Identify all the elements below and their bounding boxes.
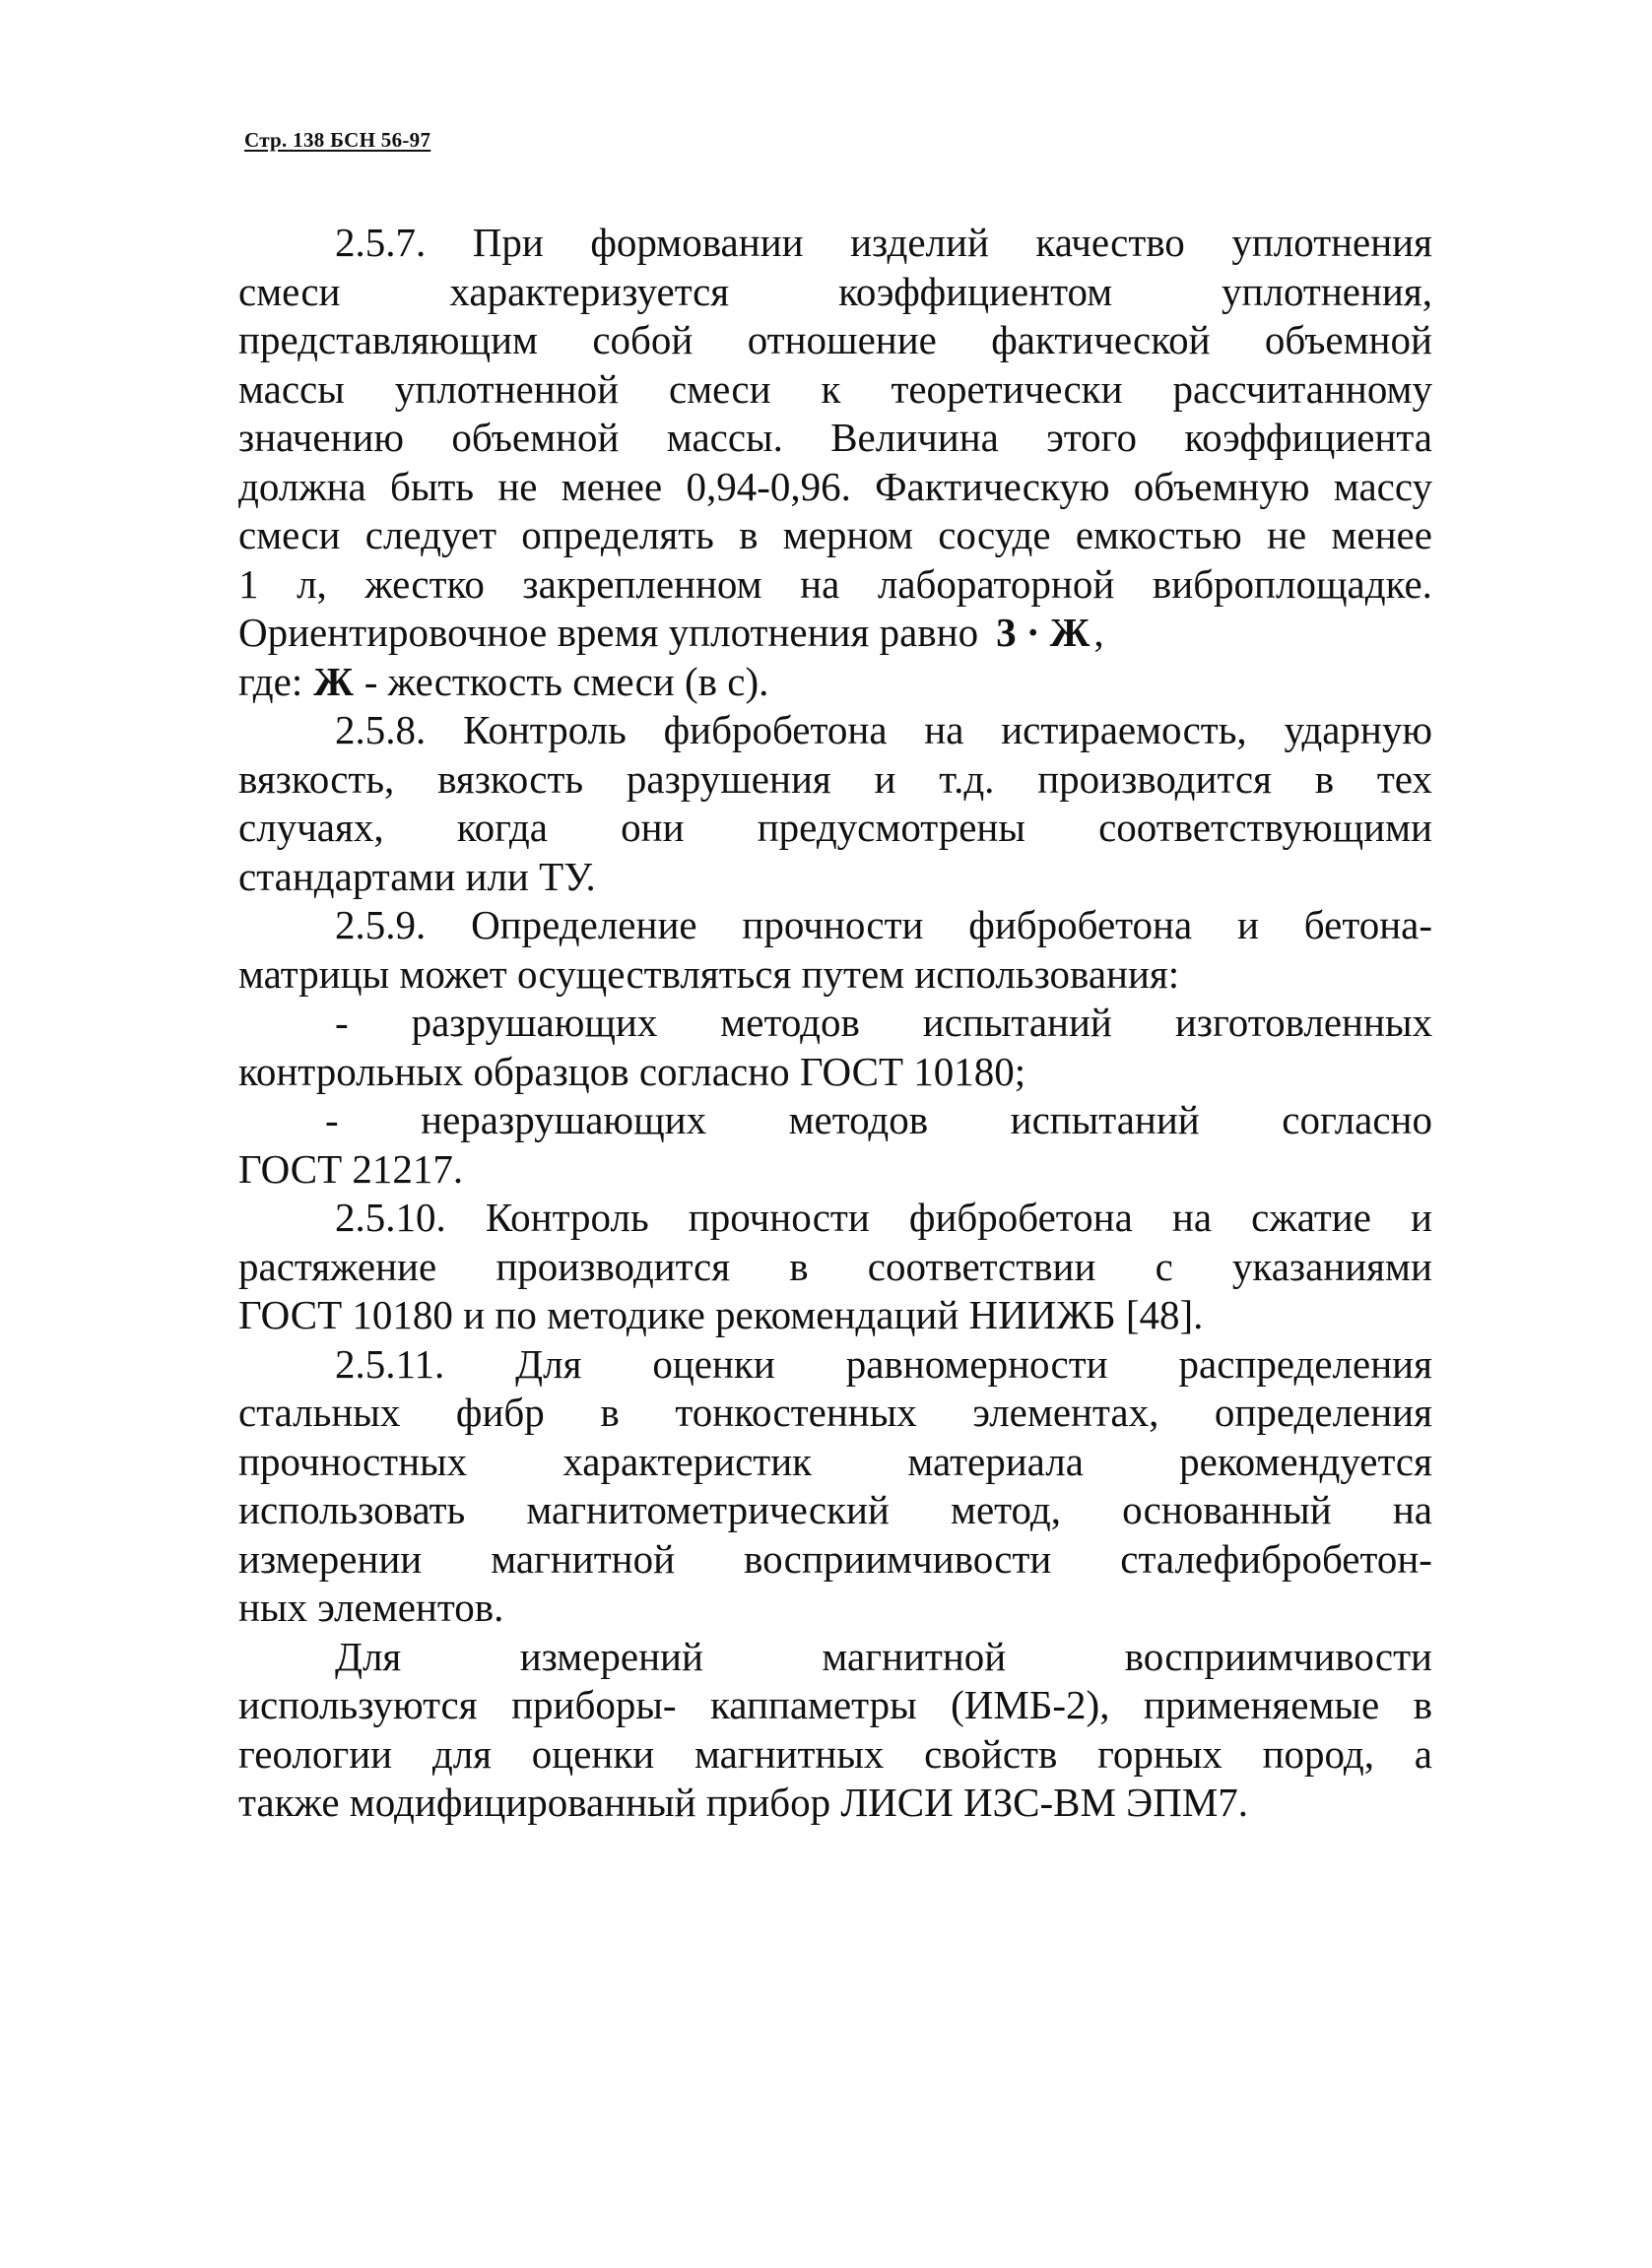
word: смеси xyxy=(238,268,341,314)
word: смеси xyxy=(669,365,771,412)
word: изготовленных xyxy=(1174,1000,1432,1045)
list-item-nondestructive-methods xyxy=(238,1096,1432,1194)
word: равномерности xyxy=(845,1340,1108,1387)
sentence: ГОСТ 10180 и по методике рекомендаций НИИЖБ [48]. xyxy=(238,1292,1204,1337)
word: разрушения xyxy=(626,755,831,802)
word: рекомендуется xyxy=(1179,1438,1432,1484)
word: стальных xyxy=(238,1390,401,1435)
word: основанный xyxy=(1122,1487,1332,1532)
word: методов xyxy=(720,1000,860,1045)
word: производится xyxy=(496,1243,731,1289)
text-line xyxy=(238,1096,1432,1145)
word: используются xyxy=(238,1682,478,1727)
text-line xyxy=(238,1535,1432,1585)
word: и xyxy=(874,755,896,802)
word: - xyxy=(325,1097,339,1142)
word: в xyxy=(1314,755,1335,802)
word: метод, xyxy=(951,1487,1061,1532)
text-line xyxy=(238,219,1432,268)
word: испытаний xyxy=(1010,1097,1200,1142)
word: закрепленном xyxy=(522,560,762,607)
word: определения xyxy=(1214,1390,1432,1435)
word: мерном xyxy=(782,512,913,557)
word: в xyxy=(739,512,759,557)
word: материала xyxy=(907,1438,1084,1484)
text-line xyxy=(238,365,1432,415)
word: 2.5.8. xyxy=(335,707,427,752)
word: Для xyxy=(335,1633,402,1679)
word: восприимчивости xyxy=(1124,1633,1432,1679)
word: растяжение xyxy=(238,1243,437,1289)
word: отношение xyxy=(747,317,937,362)
word: производится xyxy=(1037,755,1272,802)
word: измерении xyxy=(238,1535,423,1582)
paragraph-instruments xyxy=(238,1633,1432,1828)
word: разрушающих xyxy=(411,1000,658,1045)
text-line xyxy=(238,1779,1432,1828)
spacer xyxy=(302,658,313,707)
word: Контроль xyxy=(463,707,627,752)
word: л, xyxy=(297,560,327,607)
text-line xyxy=(238,268,1432,317)
word: указаниями xyxy=(1231,1243,1432,1289)
word: фибробетона xyxy=(908,1195,1133,1240)
text-line xyxy=(238,463,1432,512)
paragraph-2-5-11 xyxy=(238,1340,1432,1633)
word: коэффициента xyxy=(1184,415,1432,460)
text-line xyxy=(238,1730,1432,1780)
word: они xyxy=(621,805,685,850)
word: согласно xyxy=(1282,1097,1432,1142)
word: следует xyxy=(364,512,497,557)
word: - xyxy=(335,1000,349,1045)
text-line xyxy=(238,1145,1432,1195)
word: случаях, xyxy=(238,805,384,850)
word: бетона- xyxy=(1303,902,1432,947)
word: лабораторной xyxy=(877,560,1115,607)
word: уплотнения, xyxy=(1222,268,1432,314)
text-line xyxy=(238,609,1432,658)
word: сосуде xyxy=(938,512,1051,557)
word: характеристик xyxy=(562,1438,813,1484)
word: геологии xyxy=(238,1730,393,1777)
sentence: ных элементов. xyxy=(238,1585,504,1630)
word: на xyxy=(1171,1195,1213,1240)
word: Определение xyxy=(471,902,697,947)
word: магнитных xyxy=(694,1730,885,1777)
word: ударную xyxy=(1284,707,1432,752)
word: к xyxy=(821,365,841,412)
word: сжатие xyxy=(1251,1195,1371,1240)
word: в xyxy=(600,1390,620,1435)
word: когда xyxy=(456,805,548,850)
word: магнитной xyxy=(822,1633,1007,1679)
word: Для xyxy=(515,1340,582,1387)
word: распределения xyxy=(1178,1340,1432,1387)
text-line xyxy=(238,853,1432,902)
word: объемной xyxy=(451,415,620,460)
sentence: - жесткость смеси (в с). xyxy=(363,658,769,704)
word: смеси xyxy=(238,512,341,557)
word: прочности xyxy=(688,1195,870,1240)
word: на xyxy=(800,560,840,607)
word: магнитной xyxy=(491,1535,676,1582)
sentence: ГОСТ 21217. xyxy=(238,1145,464,1192)
paragraph-2-5-9 xyxy=(238,901,1432,999)
word: использовать xyxy=(238,1487,466,1532)
text-line xyxy=(238,804,1432,853)
spacer xyxy=(978,609,996,658)
word: оценки xyxy=(531,1730,655,1777)
word: объемную xyxy=(1133,463,1310,509)
document-body xyxy=(238,219,1432,1828)
word: с xyxy=(1155,1243,1173,1289)
text-line xyxy=(238,1438,1432,1487)
word: магнитометрический xyxy=(526,1487,890,1532)
word: а xyxy=(1414,1730,1432,1777)
word: применяемые xyxy=(1143,1682,1380,1727)
word: определять xyxy=(521,512,714,557)
word: Величина xyxy=(830,415,999,460)
text-line xyxy=(238,414,1432,463)
text-line xyxy=(238,560,1432,610)
word: горных xyxy=(1097,1730,1222,1777)
word: предусмотрены xyxy=(757,805,1025,850)
text-line xyxy=(238,1389,1432,1438)
word: объемной xyxy=(1264,317,1432,362)
word: характеризуется xyxy=(449,268,730,314)
word: 2.5.11. xyxy=(335,1340,445,1387)
word: и xyxy=(1237,902,1259,947)
text-line xyxy=(238,1633,1432,1682)
word: вязкость xyxy=(437,755,584,802)
text-line xyxy=(238,901,1432,950)
word: емкостью xyxy=(1075,512,1242,557)
text-line xyxy=(238,1243,1432,1292)
word: на xyxy=(1392,1487,1432,1532)
word: менее xyxy=(561,463,663,509)
word: соответствующими xyxy=(1098,805,1432,850)
text-line xyxy=(238,1194,1432,1243)
text-line xyxy=(238,1340,1432,1390)
text-line xyxy=(238,999,1432,1048)
word: и xyxy=(1411,1195,1432,1240)
word: фактической xyxy=(991,317,1211,362)
word: уплотненной xyxy=(394,365,620,412)
symbol-zh: Ж xyxy=(313,658,354,704)
word: испытаний xyxy=(922,1000,1112,1045)
text-line xyxy=(238,316,1432,365)
word: массы xyxy=(238,365,345,412)
word: массы. xyxy=(666,415,783,460)
word: тонкостенных xyxy=(675,1390,917,1435)
punctuation: , xyxy=(1093,610,1104,655)
word: фибробетона xyxy=(663,707,888,752)
word: 2.5.9. xyxy=(335,902,427,947)
text-line xyxy=(238,706,1432,755)
word: фибробетона xyxy=(968,902,1193,947)
word: рассчитанному xyxy=(1172,365,1432,412)
word: 1 xyxy=(238,560,259,607)
text-line xyxy=(238,1584,1432,1633)
word: где: xyxy=(238,658,303,704)
word: должна xyxy=(238,463,366,509)
spacer xyxy=(354,658,364,707)
word: 0,94-0,96. xyxy=(686,463,851,509)
word: этого xyxy=(1046,415,1137,460)
word: сталефибробетон- xyxy=(1120,1535,1432,1582)
word: методов xyxy=(788,1097,929,1142)
word: каппаметры xyxy=(710,1682,917,1727)
word: 2.5.7. xyxy=(335,220,427,265)
sentence: матрицы может осуществляться путем использования: xyxy=(238,950,1180,997)
word: массу xyxy=(1333,463,1432,509)
word: для xyxy=(431,1730,493,1777)
word: пород, xyxy=(1262,1730,1374,1777)
word: формовании xyxy=(590,220,804,265)
word: Контроль xyxy=(485,1195,649,1240)
word: в xyxy=(1413,1682,1432,1727)
text-line xyxy=(238,1291,1432,1340)
text-line xyxy=(238,755,1432,805)
word: на xyxy=(924,707,964,752)
word: восприимчивости xyxy=(744,1535,1052,1582)
word: соответствии xyxy=(867,1243,1096,1289)
paragraph-2-5-8 xyxy=(238,706,1432,901)
word: виброплощадке. xyxy=(1152,560,1432,607)
word: 2.5.10. xyxy=(335,1195,446,1240)
word: Фактическую xyxy=(875,463,1110,509)
word: При xyxy=(472,220,544,265)
word: вязкость, xyxy=(238,755,395,802)
page-header: Стр. 138 БСН 56-97 xyxy=(244,128,431,152)
word: прочности xyxy=(742,902,924,947)
sentence: также модифицированный прибор ЛИСИ ИЗС-ВМ ЭПМ7. xyxy=(238,1780,1249,1825)
word: значению xyxy=(238,415,405,460)
sentence: стандартами или ТУ. xyxy=(238,853,596,899)
word: оценки xyxy=(652,1340,775,1387)
list-item-destructive-methods xyxy=(238,999,1432,1096)
word: уплотнения xyxy=(1231,220,1432,265)
word: измерений xyxy=(519,1633,703,1679)
word: не xyxy=(1267,512,1307,557)
word: теоретически xyxy=(891,365,1123,412)
text-line xyxy=(238,658,1432,707)
sentence: Ориентировочное время уплотнения равно xyxy=(238,610,979,655)
word: фибр xyxy=(455,1390,545,1435)
word: собой xyxy=(592,317,694,362)
text-line xyxy=(238,950,1432,1000)
sentence: контрольных образцов согласно ГОСТ 10180; xyxy=(238,1048,1026,1094)
word: неразрушающих xyxy=(421,1097,707,1142)
paragraph-2-5-7 xyxy=(238,219,1432,706)
word: приборы- xyxy=(511,1682,677,1727)
paragraph-2-5-10 xyxy=(238,1194,1432,1340)
word: быть xyxy=(390,463,475,509)
formula-3zh: 3 · Ж xyxy=(996,610,1090,655)
word: качество xyxy=(1035,220,1185,265)
word: жестко xyxy=(364,560,485,607)
text-line xyxy=(238,1486,1432,1535)
text-line xyxy=(238,1048,1432,1097)
word: прочностных xyxy=(238,1438,468,1484)
word: в xyxy=(789,1243,809,1289)
text-line xyxy=(238,511,1432,560)
text-line xyxy=(238,1681,1432,1730)
word: истираемость, xyxy=(1001,707,1247,752)
word: элементах, xyxy=(972,1390,1159,1435)
word: свойств xyxy=(924,1730,1058,1777)
word: (ИМБ-2), xyxy=(951,1682,1110,1727)
word: коэффициентом xyxy=(838,268,1113,314)
word: тех xyxy=(1376,755,1432,802)
word: т.д. xyxy=(939,755,995,802)
word: не xyxy=(497,463,538,509)
word: представляющим xyxy=(238,317,538,362)
word: менее xyxy=(1331,512,1432,557)
word: изделий xyxy=(850,220,989,265)
